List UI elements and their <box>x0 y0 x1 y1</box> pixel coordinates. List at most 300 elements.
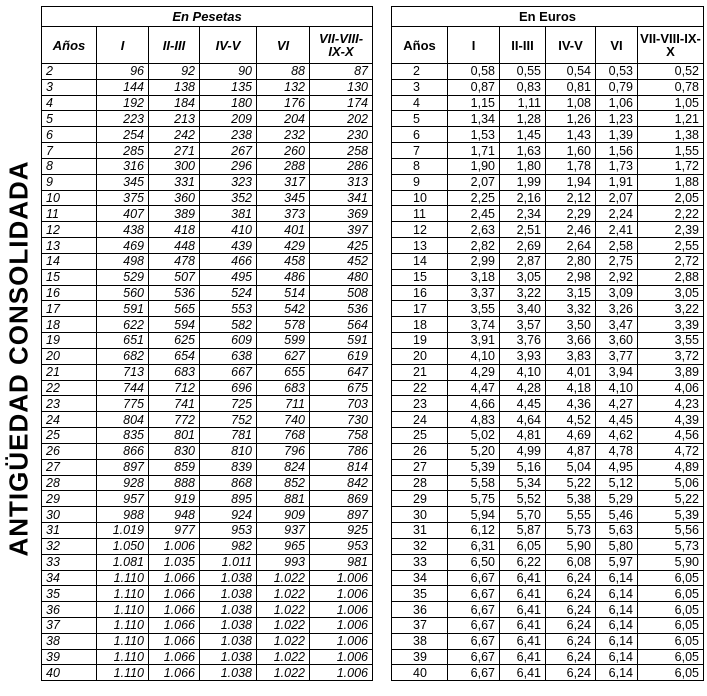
side-label <box>0 24 38 692</box>
value-cell: 625 <box>149 333 200 349</box>
value-cell: 3,32 <box>546 301 596 317</box>
value-cell: 4,69 <box>546 428 596 444</box>
year-cell: 19 <box>42 333 97 349</box>
value-cell: 4,45 <box>500 396 546 412</box>
value-cell: 1,90 <box>448 158 500 174</box>
value-cell: 667 <box>200 364 257 380</box>
table-row <box>42 633 373 649</box>
value-cell: 5,73 <box>638 538 704 554</box>
value-cell: 1.011 <box>200 554 257 570</box>
value-cell: 925 <box>310 523 373 539</box>
value-cell: 1.066 <box>149 586 200 602</box>
value-cell: 345 <box>257 190 310 206</box>
value-cell: 4,62 <box>596 428 638 444</box>
value-cell: 5,22 <box>546 475 596 491</box>
value-cell: 1,21 <box>638 111 704 127</box>
value-cell: 928 <box>97 475 149 491</box>
year-cell: 5 <box>42 111 97 127</box>
value-cell: 1,99 <box>500 174 546 190</box>
value-cell: 772 <box>149 412 200 428</box>
table-row <box>392 111 704 127</box>
value-cell: 213 <box>149 111 200 127</box>
value-cell: 560 <box>97 285 149 301</box>
year-cell: 9 <box>392 174 448 190</box>
value-cell: 6,05 <box>500 538 546 554</box>
value-cell: 5,34 <box>500 475 546 491</box>
year-cell: 31 <box>392 523 448 539</box>
value-cell: 1,26 <box>546 111 596 127</box>
column-header: VI <box>257 27 310 64</box>
table-row <box>42 396 373 412</box>
value-cell: 4,39 <box>638 412 704 428</box>
value-cell: 373 <box>257 206 310 222</box>
table-row <box>42 586 373 602</box>
table-row <box>392 222 704 238</box>
year-cell: 2 <box>42 64 97 80</box>
year-cell: 3 <box>42 79 97 95</box>
year-cell: 8 <box>42 158 97 174</box>
value-cell: 6,05 <box>638 602 704 618</box>
value-cell: 869 <box>310 491 373 507</box>
value-cell: 3,66 <box>546 333 596 349</box>
value-cell: 564 <box>310 317 373 333</box>
value-cell: 0,78 <box>638 79 704 95</box>
value-cell: 144 <box>97 79 149 95</box>
value-cell: 369 <box>310 206 373 222</box>
table-row <box>42 364 373 380</box>
value-cell: 1.050 <box>97 538 149 554</box>
value-cell: 5,29 <box>596 491 638 507</box>
value-cell: 2,99 <box>448 253 500 269</box>
value-cell: 781 <box>200 428 257 444</box>
table-row <box>392 143 704 159</box>
value-cell: 5,20 <box>448 443 500 459</box>
year-cell: 6 <box>42 127 97 143</box>
value-cell: 2,55 <box>638 238 704 254</box>
value-cell: 965 <box>257 538 310 554</box>
value-cell: 184 <box>149 95 200 111</box>
table-row <box>42 238 373 254</box>
value-cell: 92 <box>149 64 200 80</box>
value-cell: 6,41 <box>500 649 546 665</box>
table-row <box>392 364 704 380</box>
value-cell: 1.006 <box>310 617 373 633</box>
year-cell: 7 <box>42 143 97 159</box>
value-cell: 508 <box>310 285 373 301</box>
value-cell: 1.022 <box>257 586 310 602</box>
value-cell: 5,22 <box>638 491 704 507</box>
value-cell: 258 <box>310 143 373 159</box>
value-cell: 296 <box>200 158 257 174</box>
value-cell: 6,14 <box>596 633 638 649</box>
value-cell: 1.110 <box>97 633 149 649</box>
value-cell: 619 <box>310 348 373 364</box>
value-cell: 6,41 <box>500 633 546 649</box>
value-cell: 3,18 <box>448 269 500 285</box>
value-cell: 1.038 <box>200 602 257 618</box>
value-cell: 0,58 <box>448 64 500 80</box>
value-cell: 285 <box>97 143 149 159</box>
value-cell: 480 <box>310 269 373 285</box>
value-cell: 591 <box>310 333 373 349</box>
value-cell: 3,37 <box>448 285 500 301</box>
table-row <box>392 602 704 618</box>
year-cell: 24 <box>42 412 97 428</box>
pesetas-title: En Pesetas <box>42 7 373 27</box>
year-cell: 17 <box>42 301 97 317</box>
value-cell: 2,69 <box>500 238 546 254</box>
year-cell: 28 <box>42 475 97 491</box>
value-cell: 6,67 <box>448 570 500 586</box>
year-cell: 14 <box>392 253 448 269</box>
value-cell: 6,05 <box>638 617 704 633</box>
value-cell: 5,94 <box>448 507 500 523</box>
value-cell: 536 <box>149 285 200 301</box>
value-cell: 578 <box>257 317 310 333</box>
value-cell: 5,90 <box>546 538 596 554</box>
year-cell: 20 <box>42 348 97 364</box>
value-cell: 2,75 <box>596 253 638 269</box>
value-cell: 981 <box>310 554 373 570</box>
value-cell: 2,45 <box>448 206 500 222</box>
value-cell: 6,67 <box>448 649 500 665</box>
value-cell: 458 <box>257 253 310 269</box>
value-cell: 2,92 <box>596 269 638 285</box>
table-row <box>392 301 704 317</box>
value-cell: 5,38 <box>546 491 596 507</box>
value-cell: 752 <box>200 412 257 428</box>
value-cell: 5,56 <box>638 523 704 539</box>
year-cell: 36 <box>42 602 97 618</box>
value-cell: 591 <box>97 301 149 317</box>
value-cell: 1,71 <box>448 143 500 159</box>
value-cell: 1.110 <box>97 586 149 602</box>
year-cell: 12 <box>42 222 97 238</box>
value-cell: 1.022 <box>257 633 310 649</box>
table-row <box>42 64 373 80</box>
value-cell: 2,39 <box>638 222 704 238</box>
value-cell: 1.066 <box>149 633 200 649</box>
value-cell: 4,81 <box>500 428 546 444</box>
value-cell: 4,47 <box>448 380 500 396</box>
value-cell: 1.110 <box>97 617 149 633</box>
value-cell: 6,05 <box>638 570 704 586</box>
value-cell: 6,24 <box>546 586 596 602</box>
year-cell: 25 <box>42 428 97 444</box>
value-cell: 2,63 <box>448 222 500 238</box>
value-cell: 6,14 <box>596 649 638 665</box>
value-cell: 1,63 <box>500 143 546 159</box>
value-cell: 3,22 <box>638 301 704 317</box>
value-cell: 6,67 <box>448 617 500 633</box>
value-cell: 1.038 <box>200 586 257 602</box>
value-cell: 0,52 <box>638 64 704 80</box>
table-row <box>392 285 704 301</box>
value-cell: 341 <box>310 190 373 206</box>
value-cell: 3,50 <box>546 317 596 333</box>
value-cell: 1,80 <box>500 158 546 174</box>
value-cell: 712 <box>149 380 200 396</box>
value-cell: 3,05 <box>638 285 704 301</box>
value-cell: 6,14 <box>596 602 638 618</box>
year-cell: 26 <box>392 443 448 459</box>
value-cell: 4,29 <box>448 364 500 380</box>
value-cell: 6,05 <box>638 633 704 649</box>
value-cell: 313 <box>310 174 373 190</box>
year-cell: 16 <box>42 285 97 301</box>
value-cell: 5,55 <box>546 507 596 523</box>
year-cell: 40 <box>42 665 97 681</box>
table-row <box>392 538 704 554</box>
value-cell: 176 <box>257 95 310 111</box>
value-cell: 6,67 <box>448 633 500 649</box>
table-row <box>392 586 704 602</box>
value-cell: 1,45 <box>500 127 546 143</box>
year-cell: 36 <box>392 602 448 618</box>
value-cell: 627 <box>257 348 310 364</box>
year-cell: 23 <box>42 396 97 412</box>
value-cell: 675 <box>310 380 373 396</box>
value-cell: 3,74 <box>448 317 500 333</box>
value-cell: 486 <box>257 269 310 285</box>
value-cell: 6,24 <box>546 633 596 649</box>
value-cell: 594 <box>149 317 200 333</box>
value-cell: 1,28 <box>500 111 546 127</box>
value-cell: 232 <box>257 127 310 143</box>
value-cell: 448 <box>149 238 200 254</box>
year-cell: 6 <box>392 127 448 143</box>
value-cell: 5,02 <box>448 428 500 444</box>
value-cell: 824 <box>257 459 310 475</box>
table-row <box>42 79 373 95</box>
value-cell: 495 <box>200 269 257 285</box>
value-cell: 730 <box>310 412 373 428</box>
value-cell: 2,07 <box>596 190 638 206</box>
pesetas-body <box>42 64 373 681</box>
value-cell: 498 <box>97 253 149 269</box>
value-cell: 5,04 <box>546 459 596 475</box>
value-cell: 1.006 <box>310 665 373 681</box>
value-cell: 713 <box>97 364 149 380</box>
value-cell: 466 <box>200 253 257 269</box>
value-cell: 4,28 <box>500 380 546 396</box>
value-cell: 1,39 <box>596 127 638 143</box>
value-cell: 993 <box>257 554 310 570</box>
value-cell: 6,14 <box>596 586 638 602</box>
value-cell: 830 <box>149 443 200 459</box>
value-cell: 2,51 <box>500 222 546 238</box>
year-cell: 18 <box>392 317 448 333</box>
value-cell: 977 <box>149 523 200 539</box>
value-cell: 6,67 <box>448 665 500 681</box>
column-header: IV-V <box>546 27 596 64</box>
table-row <box>392 95 704 111</box>
table-row <box>42 602 373 618</box>
value-cell: 0,55 <box>500 64 546 80</box>
value-cell: 2,98 <box>546 269 596 285</box>
value-cell: 1,88 <box>638 174 704 190</box>
value-cell: 5,97 <box>596 554 638 570</box>
value-cell: 132 <box>257 79 310 95</box>
value-cell: 1,05 <box>638 95 704 111</box>
year-cell: 10 <box>42 190 97 206</box>
value-cell: 1.066 <box>149 665 200 681</box>
column-header: II-III <box>500 27 546 64</box>
value-cell: 3,93 <box>500 348 546 364</box>
year-cell: 32 <box>42 538 97 554</box>
value-cell: 397 <box>310 222 373 238</box>
table-row <box>392 633 704 649</box>
value-cell: 1.022 <box>257 665 310 681</box>
value-cell: 0,53 <box>596 64 638 80</box>
value-cell: 866 <box>97 443 149 459</box>
table-row <box>392 507 704 523</box>
value-cell: 6,41 <box>500 570 546 586</box>
value-cell: 317 <box>257 174 310 190</box>
value-cell: 1,60 <box>546 143 596 159</box>
value-cell: 3,22 <box>500 285 546 301</box>
table-row <box>392 317 704 333</box>
year-cell: 37 <box>392 617 448 633</box>
table-row <box>392 64 704 80</box>
value-cell: 6,24 <box>546 665 596 681</box>
value-cell: 4,64 <box>500 412 546 428</box>
table-row <box>392 79 704 95</box>
year-cell: 25 <box>392 428 448 444</box>
value-cell: 6,24 <box>546 649 596 665</box>
euros-body <box>392 64 704 681</box>
year-cell: 11 <box>42 206 97 222</box>
table-row <box>42 301 373 317</box>
value-cell: 1,94 <box>546 174 596 190</box>
value-cell: 5,87 <box>500 523 546 539</box>
value-cell: 3,47 <box>596 317 638 333</box>
value-cell: 696 <box>200 380 257 396</box>
value-cell: 87 <box>310 64 373 80</box>
value-cell: 654 <box>149 348 200 364</box>
value-cell: 609 <box>200 333 257 349</box>
value-cell: 2,41 <box>596 222 638 238</box>
value-cell: 1.038 <box>200 570 257 586</box>
column-header: IV-V <box>200 27 257 64</box>
value-cell: 429 <box>257 238 310 254</box>
value-cell: 4,99 <box>500 443 546 459</box>
year-cell: 37 <box>42 617 97 633</box>
value-cell: 868 <box>200 475 257 491</box>
value-cell: 135 <box>200 79 257 95</box>
value-cell: 1.066 <box>149 649 200 665</box>
value-cell: 0,87 <box>448 79 500 95</box>
value-cell: 6,24 <box>546 570 596 586</box>
value-cell: 180 <box>200 95 257 111</box>
column-header: II-III <box>149 27 200 64</box>
year-cell: 38 <box>42 633 97 649</box>
table-row <box>392 570 704 586</box>
table-row <box>42 428 373 444</box>
value-cell: 6,67 <box>448 602 500 618</box>
value-cell: 897 <box>97 459 149 475</box>
table-row <box>392 380 704 396</box>
value-cell: 740 <box>257 412 310 428</box>
value-cell: 3,26 <box>596 301 638 317</box>
column-header: Años <box>392 27 448 64</box>
value-cell: 209 <box>200 111 257 127</box>
value-cell: 2,80 <box>546 253 596 269</box>
value-cell: 90 <box>200 64 257 80</box>
value-cell: 6,31 <box>448 538 500 554</box>
year-cell: 33 <box>42 554 97 570</box>
value-cell: 948 <box>149 507 200 523</box>
value-cell: 2,29 <box>546 206 596 222</box>
value-cell: 4,52 <box>546 412 596 428</box>
value-cell: 786 <box>310 443 373 459</box>
table-row <box>42 665 373 681</box>
year-cell: 9 <box>42 174 97 190</box>
value-cell: 1.066 <box>149 602 200 618</box>
value-cell: 895 <box>200 491 257 507</box>
value-cell: 323 <box>200 174 257 190</box>
value-cell: 316 <box>97 158 149 174</box>
table-row <box>392 523 704 539</box>
value-cell: 407 <box>97 206 149 222</box>
value-cell: 5,90 <box>638 554 704 570</box>
value-cell: 96 <box>97 64 149 80</box>
year-cell: 21 <box>42 364 97 380</box>
value-cell: 2,16 <box>500 190 546 206</box>
value-cell: 647 <box>310 364 373 380</box>
value-cell: 638 <box>200 348 257 364</box>
value-cell: 937 <box>257 523 310 539</box>
euros-title: En Euros <box>392 7 704 27</box>
value-cell: 3,40 <box>500 301 546 317</box>
value-cell: 5,73 <box>546 523 596 539</box>
value-cell: 254 <box>97 127 149 143</box>
value-cell: 439 <box>200 238 257 254</box>
value-cell: 2,82 <box>448 238 500 254</box>
value-cell: 4,83 <box>448 412 500 428</box>
year-cell: 13 <box>392 238 448 254</box>
value-cell: 2,58 <box>596 238 638 254</box>
table-row <box>392 190 704 206</box>
value-cell: 0,54 <box>546 64 596 80</box>
value-cell: 514 <box>257 285 310 301</box>
table-row <box>42 523 373 539</box>
year-cell: 40 <box>392 665 448 681</box>
year-cell: 32 <box>392 538 448 554</box>
value-cell: 6,05 <box>638 649 704 665</box>
value-cell: 982 <box>200 538 257 554</box>
value-cell: 725 <box>200 396 257 412</box>
value-cell: 5,46 <box>596 507 638 523</box>
table-row <box>42 475 373 491</box>
value-cell: 4,10 <box>500 364 546 380</box>
value-cell: 1.019 <box>97 523 149 539</box>
value-cell: 1.110 <box>97 602 149 618</box>
value-cell: 4,45 <box>596 412 638 428</box>
table-row <box>42 190 373 206</box>
value-cell: 288 <box>257 158 310 174</box>
year-cell: 2 <box>392 64 448 80</box>
year-cell: 14 <box>42 253 97 269</box>
year-cell: 15 <box>392 269 448 285</box>
value-cell: 852 <box>257 475 310 491</box>
value-cell: 3,72 <box>638 348 704 364</box>
value-cell: 4,10 <box>596 380 638 396</box>
table-row <box>392 665 704 681</box>
table-row <box>42 333 373 349</box>
value-cell: 425 <box>310 238 373 254</box>
value-cell: 655 <box>257 364 310 380</box>
